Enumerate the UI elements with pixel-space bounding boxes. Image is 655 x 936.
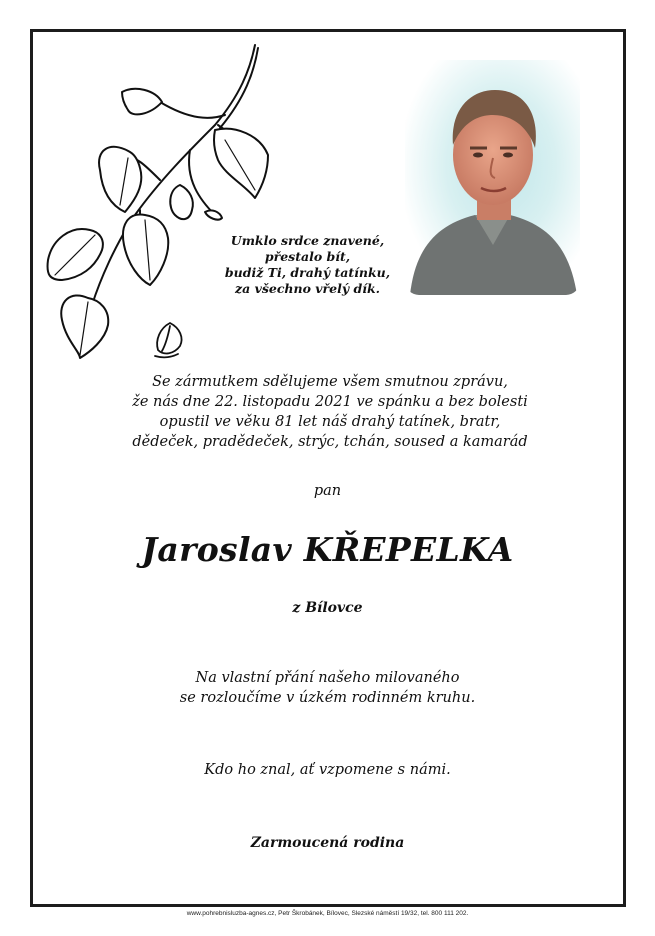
title-pan: pan [313,483,342,499]
remember-line: Kdo ho znal, ať vzpomene s námi. [204,762,451,778]
wish-line: se rozloučíme v úzkém rodinném kruhu. [179,690,476,706]
family-signature: Zarmoucená rodina [250,835,405,851]
verse-line: budiž Ti, drahý tatínku, [224,265,391,280]
announcement-line: opustil ve věku 81 let náš drahý tatínek, bratr, [159,414,501,430]
verse-line: Umklo srdce znavené, [230,233,385,248]
falling-leaf-icon [150,318,188,363]
announcement-line: že nás dne 22. listopadu 2021 ve spánku a bez bolesti [132,394,528,410]
farewell-wish [0,668,655,708]
announcement [95,372,565,452]
verse-line: za všechno vřelý dík. [235,281,380,296]
wish-line: Na vlastní přání našeho milovaného [195,670,460,686]
portrait-photo [405,60,580,295]
announcement-line: Se zármutkem sdělujeme všem smutnou zprávu, [152,374,508,390]
announcement-line: dědeček, pradědeček, strýc, tchán, soused a kamarád [132,434,528,450]
verse [215,233,400,297]
verse-line: přestalo bít, [264,249,351,264]
portrait-figure [405,60,580,295]
funeral-service-footer: www.pohrebnisluzba-agnes.cz, Petr Škrobánek, Bílovec, Slezské náměstí 19/32, tel. 800 111 202. [186,910,469,917]
deceased-origin: z Bílovce [292,600,363,616]
deceased-name: Jaroslav KŘEPELKA [141,530,514,569]
